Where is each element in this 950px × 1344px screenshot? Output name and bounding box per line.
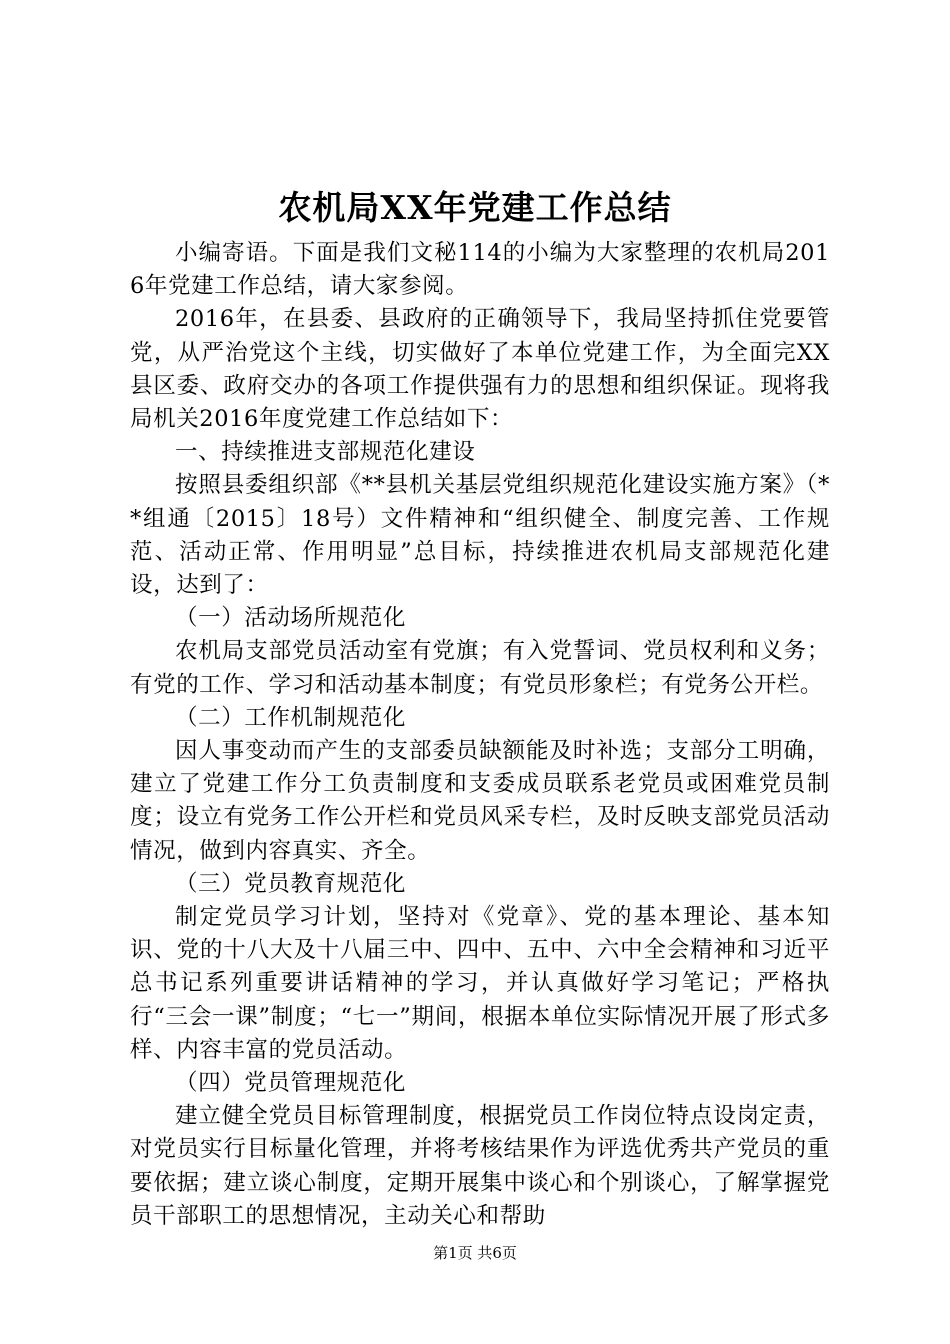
- document-body: [130, 237, 830, 1233]
- subsection-heading-2: （二）工作机制规范化: [175, 704, 407, 731]
- page-number-footer: 第1页 共6页: [433, 1244, 517, 1262]
- subsection-4-paragraph: 建立健全党员目标管理制度，根据党员工作岗位特点设岗定责，对党员实行目标量化管理，并将考核结果作为评选优秀共产党员的重要依据；建立谈心制度，定期开展集中谈心和个别谈心，了解掌握党员干部职工的思想情况，主动关心和帮助: [130, 1103, 830, 1229]
- subsection-3-paragraph: 制定党员学习计划，坚持对《党章》、党的基本理论、基本知识、党的十八大及十八届三中、四中、五中、六中全会精神和习近平总书记系列重要讲话精神的学习，并认真做好学习笔记；严格执行“三会一课”制度；“七一”期间，根据本单位实际情况开展了形式多样、内容丰富的党员活动。: [130, 904, 830, 1063]
- section-heading-1: 一、持续推进支部规范化建设: [175, 439, 476, 466]
- subsection-2-paragraph: 因人事变动而产生的支部委员缺额能及时补选；支部分工明确，建立了党建工作分工负责制度和支委成员联系老党员或困难党员制度；设立有党务工作公开栏和党员风采专栏，及时反映支部党员活动情况，做到内容真实、齐全。: [130, 738, 830, 864]
- subsection-heading-4: （四）党员管理规范化: [175, 1070, 407, 1097]
- intro-paragraph: 小编寄语。下面是我们文秘114的小编为大家整理的农机局2016年党建工作总结，请大家参阅。: [130, 240, 830, 300]
- subsection-1-paragraph: 农机局支部党员活动室有党旗；有入党誓词、党员权利和义务；有党的工作、学习和活动基本制度；有党员形象栏；有党务公开栏。: [130, 638, 830, 698]
- document-title: 农机局XX年党建工作总结: [278, 188, 672, 227]
- subsection-heading-3: （三）党员教育规范化: [175, 870, 407, 897]
- overview-paragraph: 2016年，在县委、县政府的正确领导下，我局坚持抓住党要管党，从严治党这个主线，切实做好了本单位党建工作，为全面完XX县区委、政府交办的各项工作提供强有力的思想和组织保证。现将我局机关2016年度党建工作总结如下：: [130, 306, 830, 433]
- section-1-paragraph: 按照县委组织部《**县机关基层党组织规范化建设实施方案》（**组通〔2015〕18号）文件精神和“组织健全、制度完善、工作规范、活动正常、作用明显”总目标，持续推进农机局支部规范化建设，达到了：: [130, 472, 830, 599]
- subsection-heading-1: （一）活动场所规范化: [175, 605, 407, 632]
